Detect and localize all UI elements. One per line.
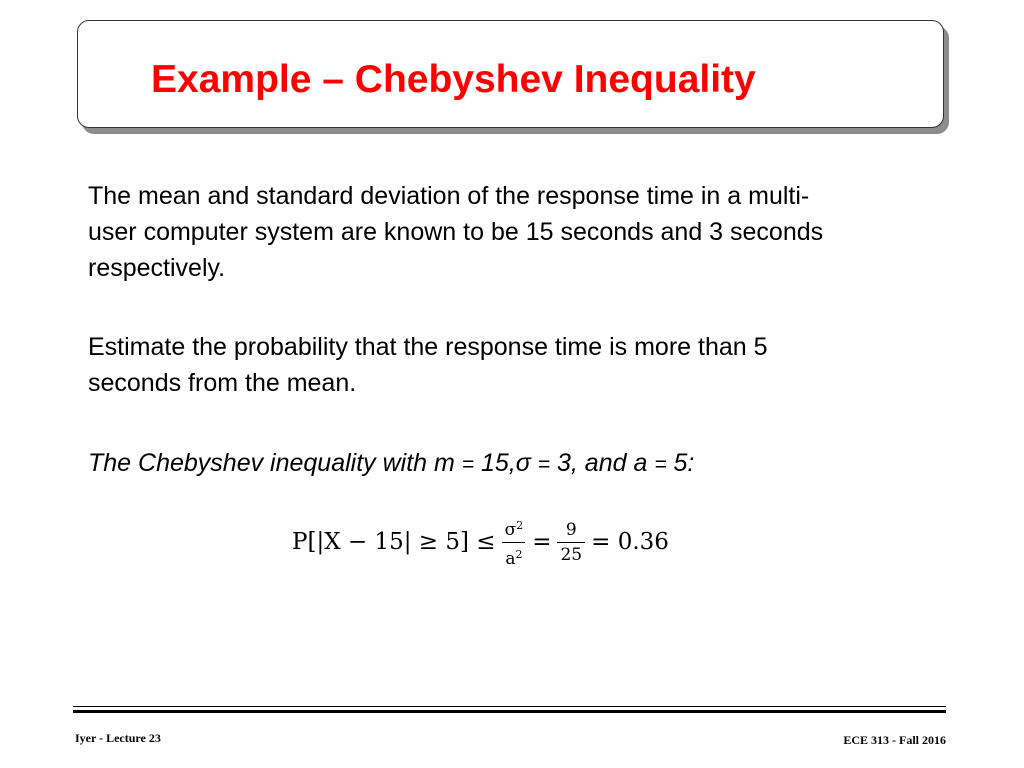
sigma-symbol: σ <box>504 519 517 540</box>
a-symbol: a <box>505 548 516 569</box>
solution-intro-part-a: The Chebyshev inequality with m <box>88 449 462 477</box>
solution-intro-part-b: 15,σ <box>474 449 538 477</box>
question <box>88 329 948 401</box>
variance-fraction-denominator <box>502 542 525 569</box>
numeric-fraction-numerator: 9 <box>565 519 577 540</box>
a-exponent: 2 <box>515 547 523 561</box>
formula-equals: = <box>532 529 552 555</box>
footer-lecture-label: Iyer - Lecture 23 <box>75 731 161 745</box>
problem-statement-line-1: The mean and standard deviation of the response time in a multi- <box>88 182 810 210</box>
solution-intro-equals-2: = <box>537 453 551 476</box>
formula-result: = 0.36 <box>591 529 669 555</box>
solution-intro-part-c: 3, and a <box>550 449 655 477</box>
variance-fraction-numerator <box>502 516 527 542</box>
numeric-fraction <box>557 520 585 565</box>
solution-intro-equals-1: = <box>461 453 475 476</box>
solution-intro <box>88 445 948 483</box>
formula-lhs: P[|X − 15| ≥ 5] ≤ <box>292 529 496 555</box>
solution-intro-equals-3: = <box>654 453 667 476</box>
question-line-1: Estimate the probability that the response time is more than 5 <box>88 333 768 361</box>
numeric-fraction-denominator: 25 <box>557 542 585 565</box>
footer-divider-thin <box>73 706 946 707</box>
problem-statement-line-2: user computer system are known to be 15 seconds and 3 seconds <box>88 218 824 246</box>
footer-divider-thick <box>73 710 946 713</box>
footer-course-label: ECE 313 - Fall 2016 <box>843 733 946 747</box>
solution-intro-part-d: 5: <box>666 449 695 477</box>
variance-fraction <box>502 516 527 569</box>
chebyshev-formula <box>292 512 669 572</box>
sigma-exponent: 2 <box>516 518 524 532</box>
slide-title: Example – Chebyshev Inequality <box>151 58 756 101</box>
problem-statement-line-3: respectively. <box>88 254 226 282</box>
problem-statement <box>88 178 948 286</box>
title-box <box>77 20 944 128</box>
question-line-2: seconds from the mean. <box>88 369 357 397</box>
